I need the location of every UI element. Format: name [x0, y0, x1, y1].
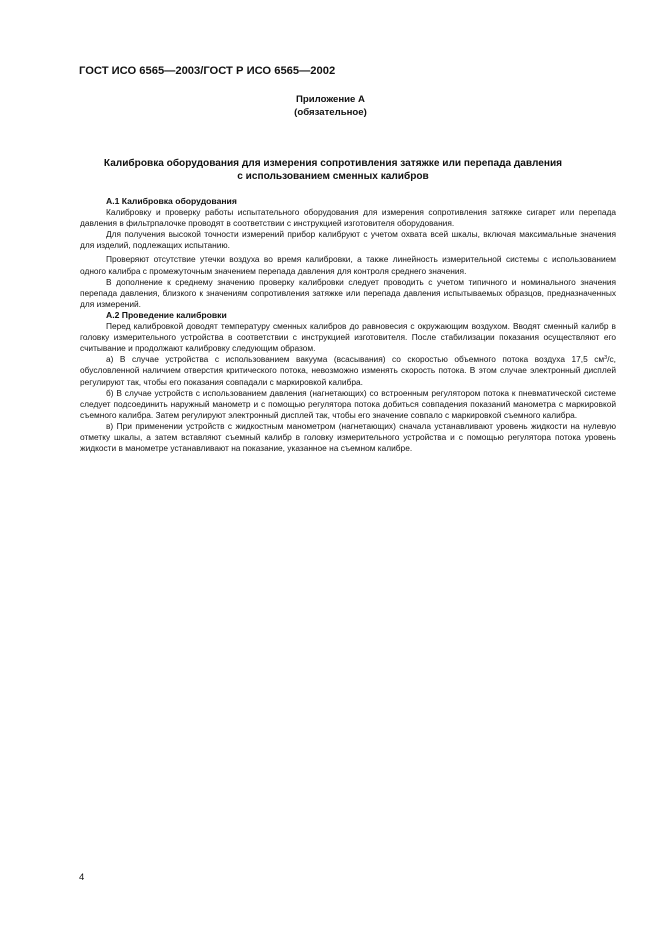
- annex-title: Приложение А: [296, 94, 365, 105]
- paragraph: Перед калибровкой доводят температуру сменных калибров до равновесия с окружающим воздухом. Вводят сменный калибр в головку измерительного устройства в соответствии с инструкцией изготовителя. После стабилизации показания осуществляют его считывание и продолжают калибровку следующим образом.: [80, 321, 616, 354]
- annex-block: [0, 94, 661, 119]
- document-title-line-1: Калибровка оборудования для измерения сопротивления затяжке или перепада давления: [103, 158, 563, 169]
- document-title-line-2: с использованием сменных калибров: [237, 171, 429, 182]
- page-header: ГОСТ ИСО 6565—2003/ГОСТ Р ИСО 6565—2002: [79, 65, 336, 77]
- list-item-b: б) В случае устройств с использованием давления (нагнетающих) со встроенным регулятором потока к пневматической системе следует подсоединить наружный манометр и с помощью регулятора потока добиться совпадения показаний манометра с маркировкой съемного калибра. Затем регулируют электронный дисплей так, чтобы его значение совпало с маркировкой съемного калибра.: [80, 387, 616, 420]
- list-item-a-text-start: а) В случае устройства с использованием вакуума (всасывания) со скоростью объемного потока воздуха 17,5 см: [106, 354, 605, 365]
- paragraph: Проверяют отсутствие утечки воздуха во время калибровки, а также линейность измерительной системы с использованием одного калибра с промежуточным значением перепада давления для контроля среднего значения.: [80, 254, 616, 276]
- list-item-a-text-end: /с, обусловленной наличием отверстия критического потока, невозможно изменять скорость потока. В этом случае электронный дисплей регулируют так, чтобы его показания совпадали с маркировкой калибра.: [80, 354, 616, 387]
- body-text: [80, 196, 616, 454]
- annex-status: (обязательное): [294, 106, 367, 118]
- section-heading-a2: А.2 Проведение калибровки: [106, 309, 227, 320]
- paragraph: В дополнение к среднему значению проверку калибровки следует проводить с учетом типичного и номинального значения перепада давления, близкого к значениям сопротивления затяжке или перепада давления испытываемых образцов, предназначенных для измерений.: [80, 276, 616, 309]
- list-item-c: в) При применении устройств с жидкостным манометром (нагнетающих) сначала устанавливают уровень жидкости на нулевую отметку шкалы, а затем вставляют съемный калибр в головку измерительного устройства и с помощью регулятора потока уровень жидкости в манометре устанавливают на показание, указанное на съемном калибре.: [80, 420, 616, 454]
- page-number: 4: [79, 872, 85, 883]
- superscript: 3: [604, 355, 608, 362]
- paragraph: Калибровку и проверку работы испытательного оборудования для измерения сопротивления затяжке сигарет или перепада давления в фильтрпалочке проводят в соответствии с инструкцией изготовителя оборудования.: [80, 207, 616, 229]
- document-title: [80, 157, 586, 183]
- paragraph: Для получения высокой точности измерений прибор калибруют с учетом охвата всей шкалы, включая максимальные значения для изделий, подлежащих испытанию.: [80, 229, 616, 251]
- section-heading-a1: А.1 Калибровка оборудования: [106, 196, 237, 206]
- list-item-a: [80, 354, 616, 387]
